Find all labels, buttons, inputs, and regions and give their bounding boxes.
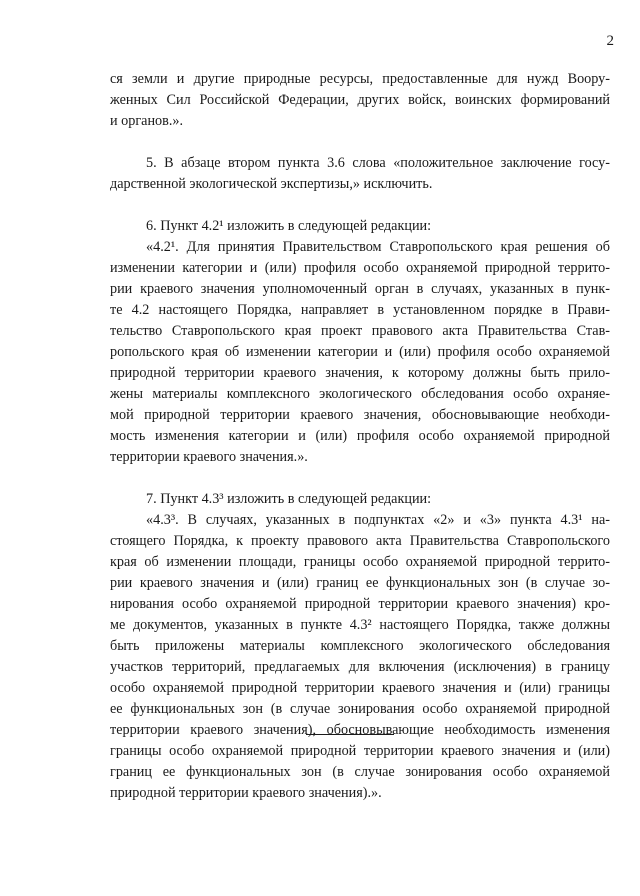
item-7 <box>110 489 610 804</box>
item-6 <box>110 216 610 468</box>
text-line: рии краевого значения и (или) границ ее функциональных зон (в случае зо- <box>110 575 610 591</box>
text-line: те 4.2 настоящего Порядка, направляет в установленном порядке в Прави- <box>110 302 610 318</box>
paragraph-gap <box>110 132 610 153</box>
text-line: стоящего Порядка, к проекту правового акта Правительства Ставропольского <box>110 533 610 549</box>
para-continuation <box>110 69 610 132</box>
paragraph-gap <box>110 195 610 216</box>
text-line: природной территории краевого значения, к которому должны быть прило- <box>110 365 610 381</box>
text-line: ме документов, указанных в пункте 4.3² настоящего Порядка, также должны <box>110 617 610 633</box>
text-line: 7. Пункт 4.3³ изложить в следующей редакции: <box>146 491 432 507</box>
text-line: природной территории краевого значения).». <box>110 785 382 801</box>
page-number: 2 <box>606 33 614 49</box>
text-line: края об изменении площади, границы особо охраняемой природной террито- <box>110 554 610 570</box>
paragraph-gap <box>110 468 610 489</box>
text-line: территории краевого значения), обосновывающие необходимость изменения <box>110 722 610 738</box>
text-line: женных Сил Российской Федерации, других войск, воинских формирований <box>110 92 610 108</box>
text-line: мой природной территории краевого значения, обосновывающие необходи- <box>110 407 610 423</box>
text-line: быть приложены материалы комплексного экологического обследования <box>110 638 610 654</box>
text-line: ся земли и другие природные ресурсы, предоставленные для нужд Воору- <box>110 71 610 87</box>
text-line: особо охраняемой природной территории краевого значения и (или) границы <box>110 680 610 696</box>
text-line: территории краевого значения.». <box>110 449 308 465</box>
text-line: 5. В абзаце втором пункта 3.6 слова «положительное заключение госу- <box>146 155 610 171</box>
text-line: изменении категории и (или) профиля особо охраняемой природной террито- <box>110 260 610 276</box>
text-line: 6. Пункт 4.2¹ изложить в следующей редакции: <box>146 218 432 234</box>
text-line: границы особо охраняемой природной территории краевого значения и (или) <box>110 743 610 759</box>
text-line: ропольского края об изменении категории и (или) профиля особо охраняемой <box>110 344 610 360</box>
text-line: и органов.». <box>110 113 184 129</box>
text-line: «4.3³. В случаях, указанных в подпунктах «2» и «3» пункта 4.3¹ на- <box>146 512 610 528</box>
text-line: нирования особо охраняемой природной территории краевого значения) кро- <box>110 596 610 612</box>
end-rule <box>306 734 394 735</box>
text-line: тельство Ставропольского края проект правового акта Правительства Став- <box>110 323 610 339</box>
text-line: мость изменения категории и (или) профиля особо охраняемой природной <box>110 428 610 444</box>
text-line: жены материалы комплексного экологического обследования особо охраняе- <box>110 386 610 402</box>
document-body <box>110 69 610 804</box>
text-line: дарственной экологической экспертизы,» исключить. <box>110 176 433 192</box>
text-line: участков территорий, предлагаемых для включения (исключения) в границу <box>110 659 610 675</box>
text-line: ее функциональных зон (в случае зонирования особо охраняемой природной <box>110 701 610 717</box>
text-line: «4.2¹. Для принятия Правительством Ставропольского края решения об <box>146 239 610 255</box>
text-line: рии краевого значения уполномоченный орган в случаях, указанных в пунк- <box>110 281 610 297</box>
text-line: границ ее функциональных зон (в случае зонирования особо охраняемой <box>110 764 610 780</box>
item-5 <box>110 153 610 195</box>
